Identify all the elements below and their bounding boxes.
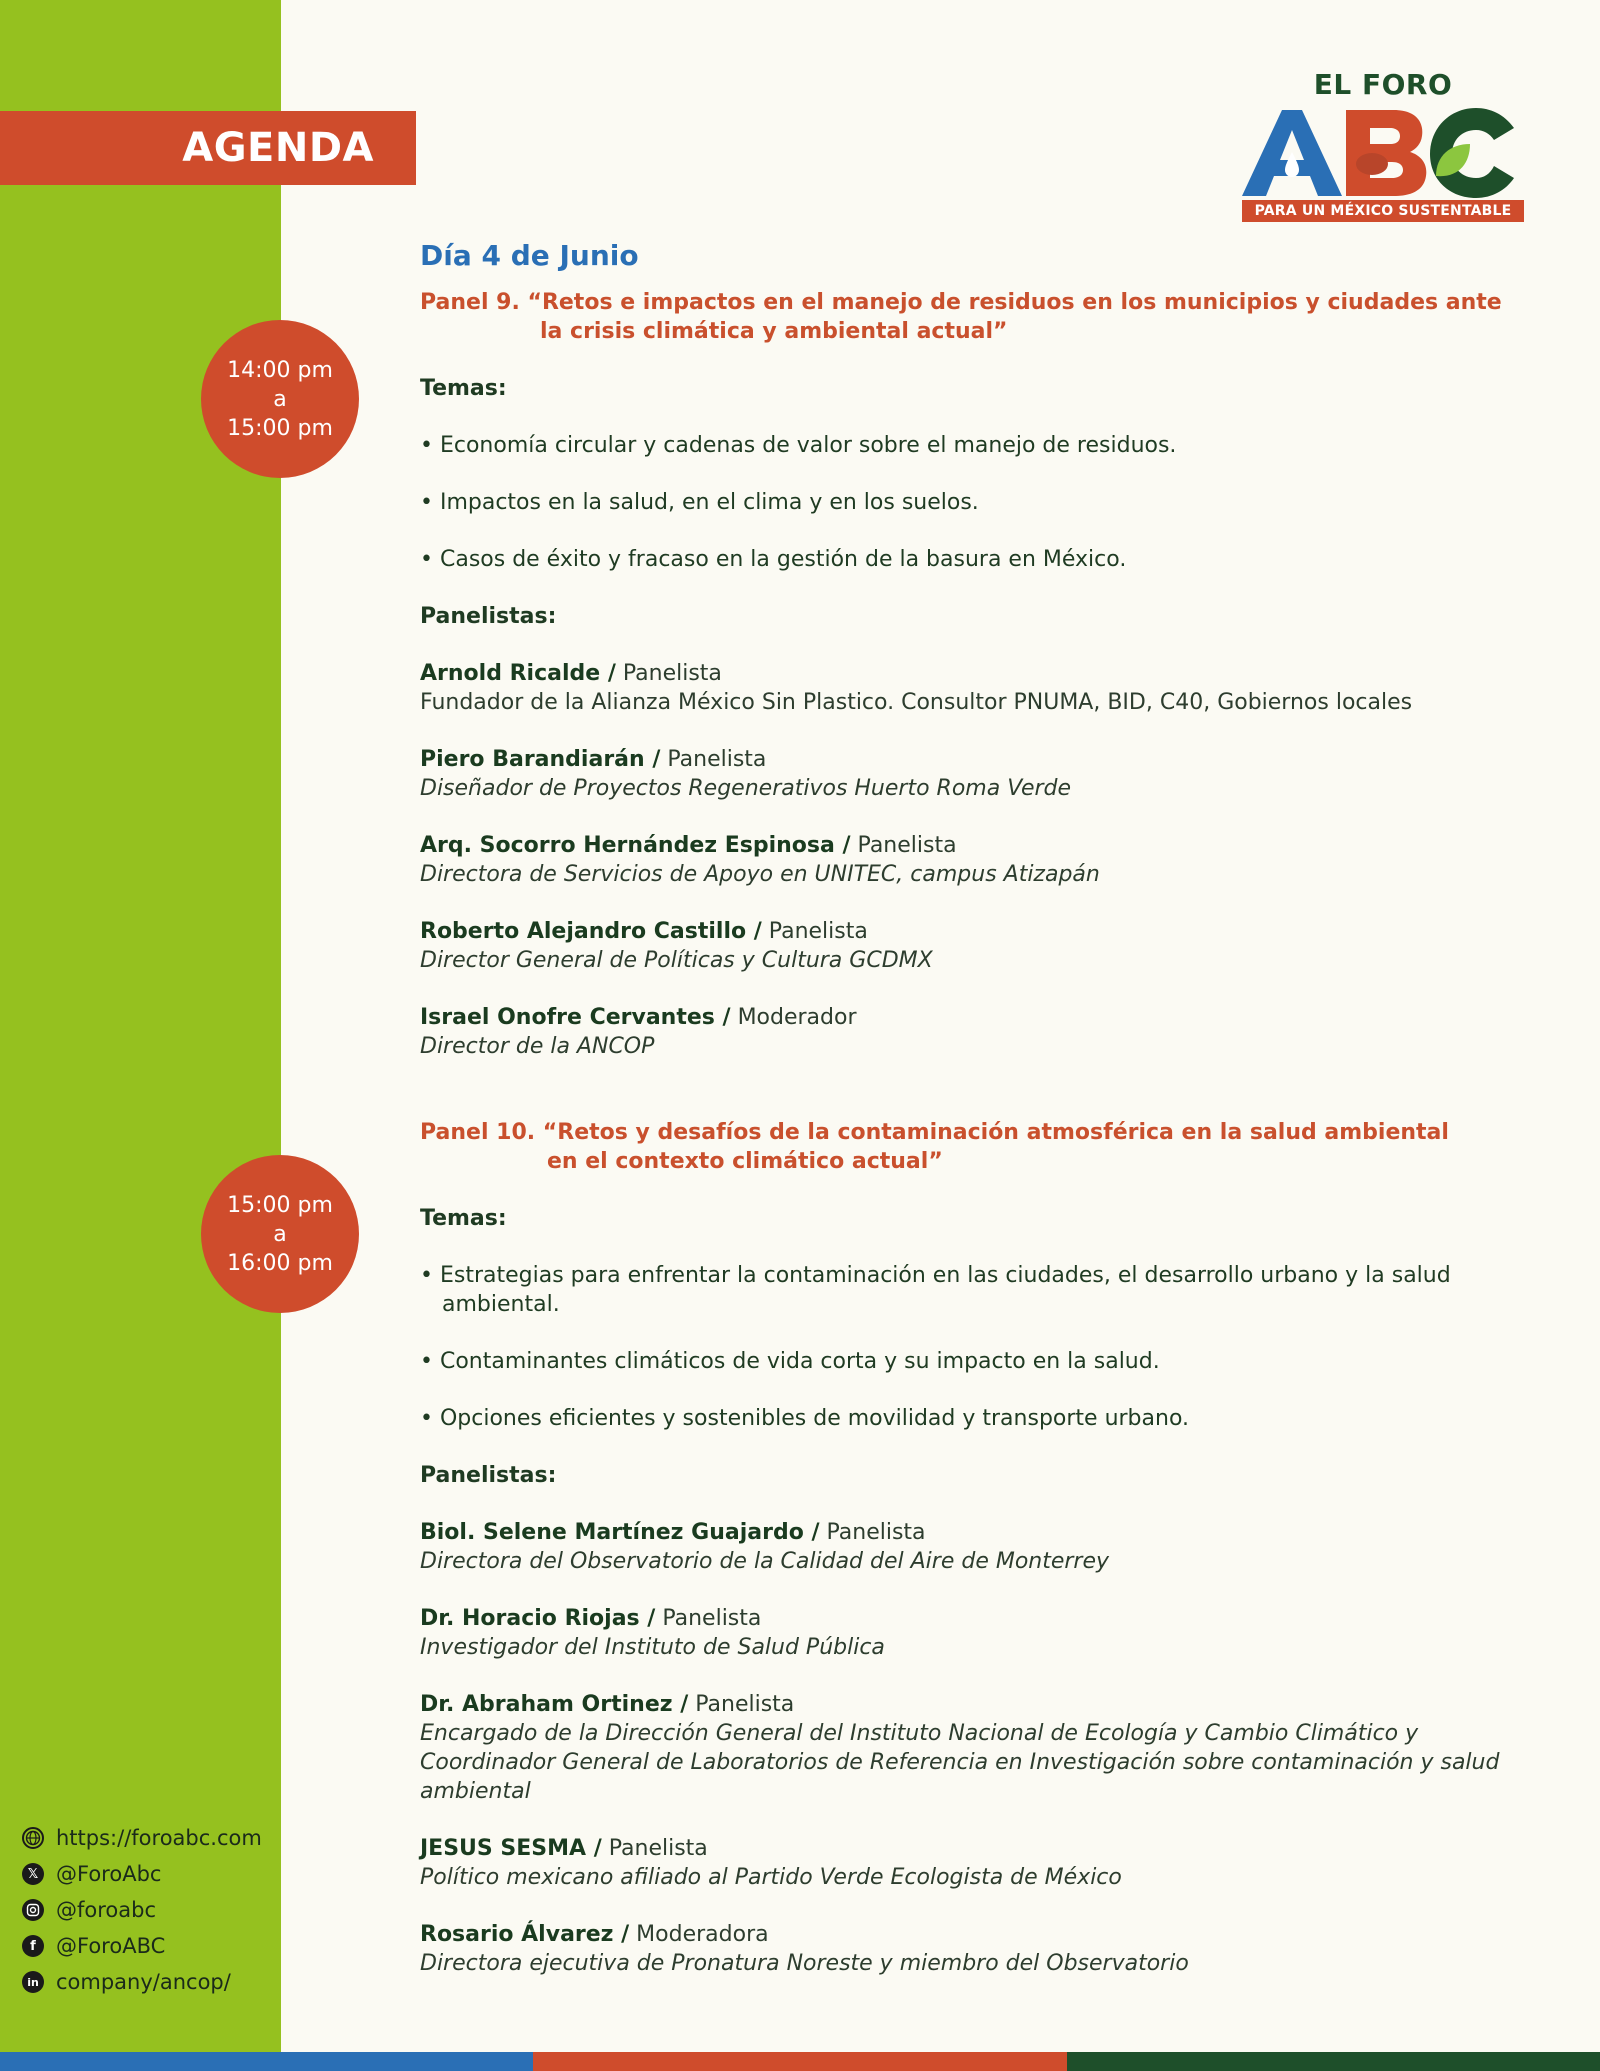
panel-title-line-2: en el contexto climático actual” [547,1149,943,1174]
panelist-description: Encargado de la Dirección General del Instituto Nacional de Ecología y Cambio Climático y Coordinador General de Laboratorios de Referencia en Investigación sobre contaminación y salud ambiental [420,1721,1500,1804]
panelist-role: Panelista [850,833,957,858]
bottom-bar-red [533,2052,1066,2071]
day-title: Día 4 de Junio [420,239,639,272]
panelist-name: Dr. Horacio Riojas / [420,1606,656,1631]
time-start: 14:00 pm [227,357,333,383]
panelist [420,745,1532,803]
time-separator: a [273,386,287,412]
foro-abc-logo [1238,68,1528,228]
bottom-color-bar [0,2052,1600,2071]
panelist-description: Directora del Observatorio de la Calidad del Aire de Monterrey [420,1549,1110,1574]
social-link-text: @ForoAbc [56,1862,162,1886]
panelist-role: Moderadora [629,1922,769,1947]
panelist-description: Directora ejecutiva de Pronatura Noreste y miembro del Observatorio [420,1951,1189,1976]
logo-tagline: PARA UN MÉXICO SUSTENTABLE [1242,200,1524,222]
panelist-name: Arq. Socorro Hernández Espinosa / [420,833,851,858]
topic-item: • Estrategias para enfrentar la contaminación en las ciudades, el desarrollo urbano y la salud ambiental. [420,1263,1451,1317]
panel-title-line-1: Panel 9. “Retos e impactos en el manejo de residuos en los municipios y ciudades ante [420,290,1502,315]
panelist-name: Piero Barandiarán / [420,747,661,772]
social-link-facebook[interactable] [22,1928,282,1964]
agenda-content [420,236,1532,1978]
social-links [22,1820,282,2000]
panelist [420,1604,1532,1662]
logo-title: EL FORO [1313,68,1453,101]
panelist [420,659,1532,717]
facebook-icon: f [22,1935,44,1957]
panelist-name: Rosario Álvarez / [420,1922,630,1947]
panelist-description: Político mexicano afiliado al Partido Verde Ecologista de México [420,1865,1122,1890]
panelist-role: Panelista [655,1606,762,1631]
panelist-description: Director de la ANCOP [420,1034,655,1059]
panelist [420,1518,1532,1576]
panelist-name: Biol. Selene Martínez Guajardo / [420,1520,820,1545]
panelist-name: Arnold Ricalde / [420,661,616,686]
topic-item: • Casos de éxito y fracaso en la gestión de la basura en México. [420,547,1127,572]
panelist-description: Fundador de la Alianza México Sin Plastico. Consultor PNUMA, BID, C40, Gobiernos locales [420,690,1413,715]
logo-letter-c [1430,108,1514,198]
water-drop-icon [1285,152,1299,177]
panelist [420,831,1532,889]
bottom-bar-green [1067,2052,1600,2071]
agenda-banner: AGENDA [0,111,416,185]
sidebar-green [0,0,281,2052]
moderator [420,1003,1532,1061]
social-link-website[interactable] [22,1820,282,1856]
time-separator: a [273,1221,287,1247]
panelist-description: Diseñador de Proyectos Regenerativos Huerto Roma Verde [420,776,1072,801]
time-end: 16:00 pm [227,1250,333,1276]
time-start: 15:00 pm [227,1192,333,1218]
social-link-text: https://foroabc.com [56,1826,262,1850]
panel-9 [420,288,1532,1061]
panel-title [420,288,1532,346]
linkedin-icon: in [22,1971,44,1993]
social-link-text: @ForoABC [56,1934,166,1958]
panelist [420,1834,1532,1892]
social-link-text: @foroabc [56,1898,157,1922]
panelist-name: JESUS SESMA / [420,1836,602,1861]
panelist-role: Moderador [730,1005,857,1030]
topics-label: Temas: [420,376,507,401]
panelist-description: Directora de Servicios de Apoyo en UNITEC, campus Atizapán [420,862,1100,887]
time-badge-panel-9 [201,320,359,478]
panelists-label: Panelistas: [420,604,557,629]
social-link-instagram[interactable] [22,1892,282,1928]
moderator [420,1920,1532,1978]
panel-title [420,1118,1532,1176]
panelist-name: Dr. Abraham Ortinez / [420,1692,689,1717]
bottom-bar-blue [0,2052,533,2071]
panelist-role: Panelista [819,1520,926,1545]
topics-label: Temas: [420,1206,507,1231]
panel-title-line-2: la crisis climática y ambiental actual” [540,319,1008,344]
leaf-seed-icon [1356,153,1388,175]
panelist-role: Panelista [660,747,767,772]
globe-icon [22,1827,44,1849]
time-badge-panel-10 [201,1155,359,1313]
panelist-role: Panelista [615,661,722,686]
social-link-text: company/ancop/ [56,1970,231,1994]
panelists-label: Panelistas: [420,1463,557,1488]
topic-item: • Economía circular y cadenas de valor sobre el manejo de residuos. [420,433,1177,458]
panelist-role: Panelista [688,1692,795,1717]
social-link-x[interactable] [22,1856,282,1892]
panelist-name: Roberto Alejandro Castillo / [420,919,762,944]
panelist-description: Director General de Políticas y Cultura GCDMX [420,948,933,973]
panelist-role: Panelista [761,919,868,944]
topic-item: • Contaminantes climáticos de vida corta y su impacto en la salud. [420,1349,1160,1374]
instagram-icon [22,1899,44,1921]
x-icon: 𝕏 [22,1863,44,1885]
panel-10 [420,1118,1532,1978]
panelist-name: Israel Onofre Cervantes / [420,1005,731,1030]
topic-item: • Opciones eficientes y sostenibles de movilidad y transporte urbano. [420,1406,1190,1431]
topic-item: • Impactos en la salud, en el clima y en los suelos. [420,490,979,515]
logo-letter-b [1346,110,1426,196]
panelist-role: Panelista [601,1836,708,1861]
panel-title-line-1: Panel 10. “Retos y desafíos de la contaminación atmosférica en la salud ambiental [420,1120,1449,1145]
social-link-linkedin[interactable] [22,1964,282,2000]
panelist-description: Investigador del Instituto de Salud Pública [420,1635,885,1660]
panelist [420,1690,1532,1806]
logo-letters [1238,104,1528,200]
time-end: 15:00 pm [227,415,333,441]
panelist [420,917,1532,975]
